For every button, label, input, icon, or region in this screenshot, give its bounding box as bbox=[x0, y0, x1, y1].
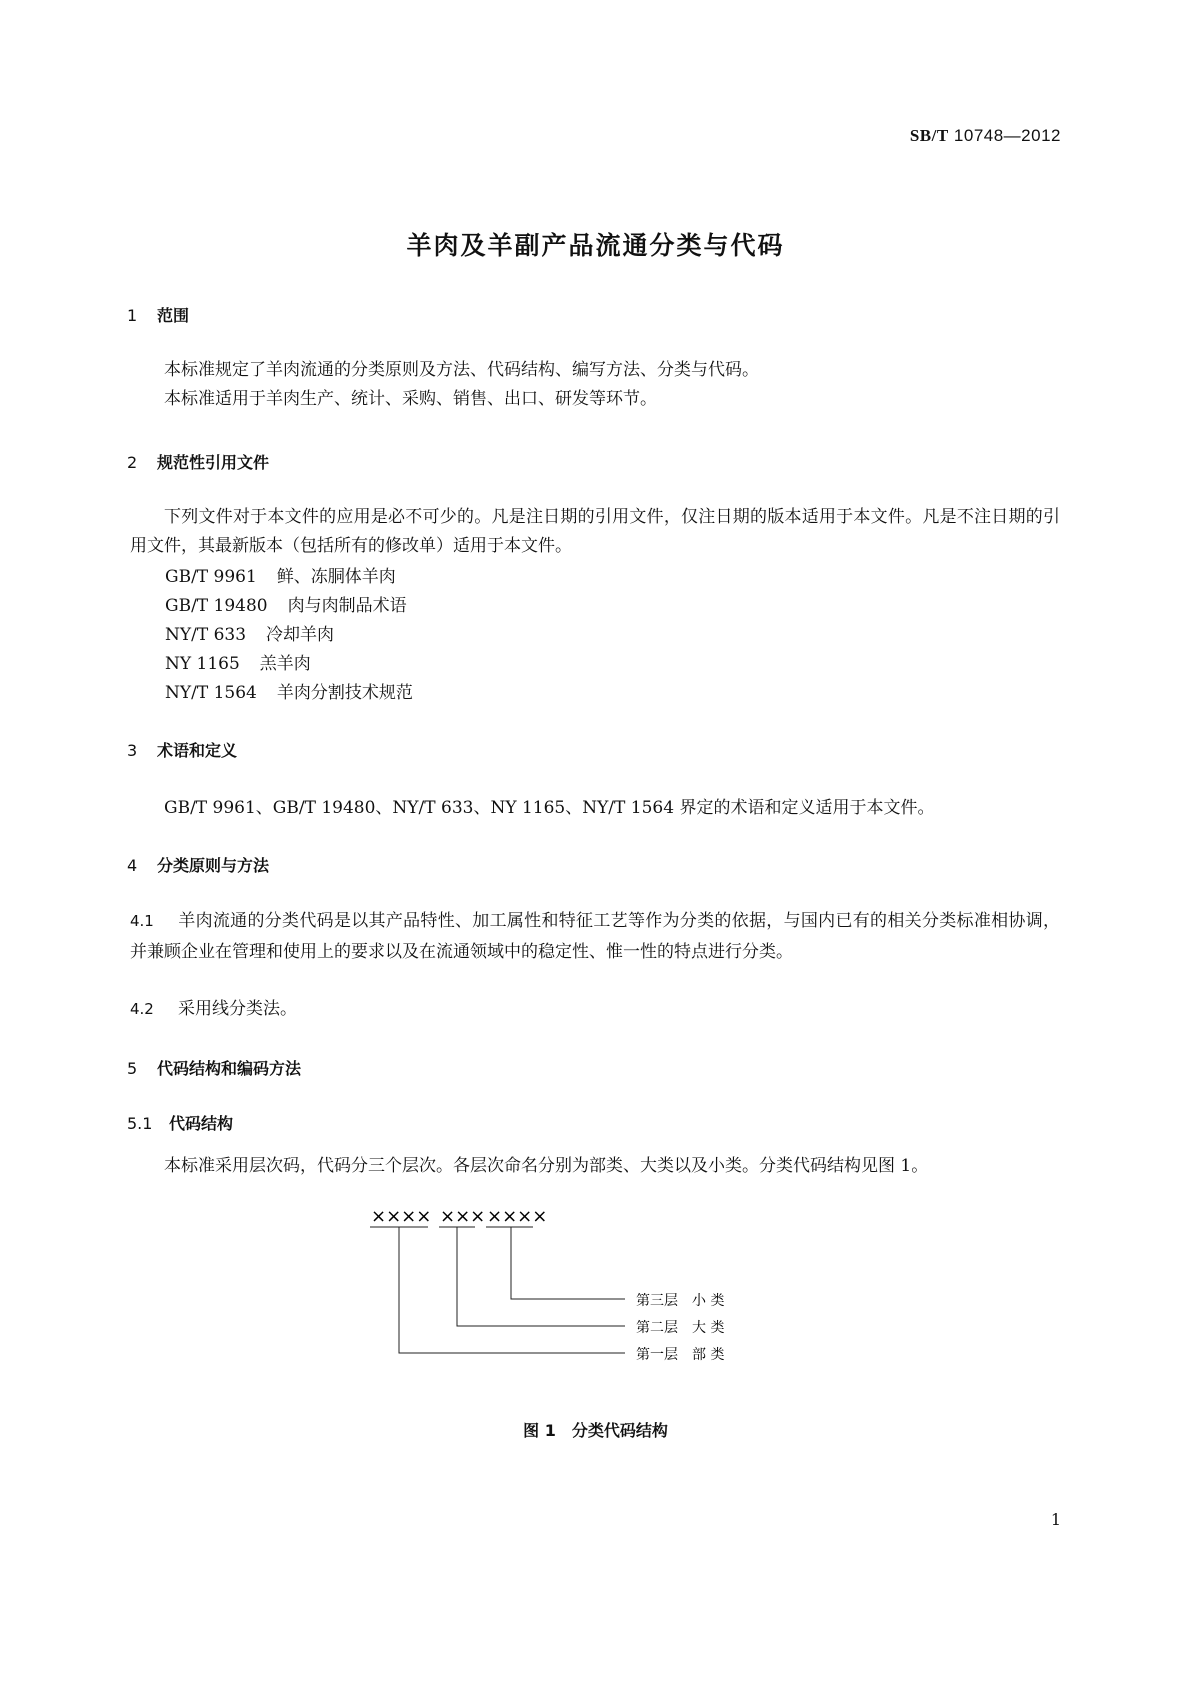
reference-item bbox=[165, 678, 413, 703]
reference-item bbox=[165, 591, 407, 616]
reference-title: 羊肉分割技术规范 bbox=[276, 683, 413, 703]
clause-number: 4.2 bbox=[130, 1000, 154, 1018]
code-segment-1: ×××× bbox=[371, 1206, 432, 1227]
section-5-1-paragraph: 本标准采用层次码，代码分三个层次。各层次命名分别为部类、大类以及小类。分类代码结构见图 1。 bbox=[164, 1156, 929, 1176]
section-title: 代码结构和编码方法 bbox=[157, 1059, 302, 1078]
section-number: 3 bbox=[127, 741, 138, 760]
code-segment-3: ×××× bbox=[487, 1206, 548, 1227]
subsection-title: 代码结构 bbox=[169, 1114, 234, 1133]
subsection-number: 5.1 bbox=[127, 1114, 153, 1133]
reference-title: 羔羊肉 bbox=[259, 654, 311, 674]
reference-title: 鲜、冻胴体羊肉 bbox=[276, 567, 396, 587]
standard-prefix: SB/T bbox=[909, 126, 949, 145]
level-2-label: 第二层 大 类 bbox=[636, 1320, 725, 1336]
level-1-connector bbox=[399, 1227, 625, 1353]
section-1-heading bbox=[127, 303, 189, 326]
section-title: 范围 bbox=[157, 306, 190, 325]
clause-text: 羊肉流通的分类代码是以其产品特性、加工属性和特征工艺等作为分类的依据，与国内已有的相关分类标准相协调，并兼顾企业在管理和使用上的要求以及在流通领域中的稳定性、惟一性的特点进行分类。 bbox=[130, 911, 1060, 962]
code-segment-2: ××× bbox=[440, 1206, 486, 1227]
section-title: 术语和定义 bbox=[157, 741, 238, 760]
section-4-heading bbox=[127, 853, 269, 876]
reference-code: NY/T 1564 bbox=[165, 683, 257, 703]
section-title: 规范性引用文件 bbox=[157, 453, 270, 472]
section-3-paragraph: GB/T 9961、GB/T 19480、NY/T 633、NY 1165、NY/T 1564 界定的术语和定义适用于本文件。 bbox=[164, 798, 935, 818]
standard-code bbox=[910, 126, 1061, 146]
subsection-5-1-heading bbox=[127, 1111, 233, 1134]
standard-number: 10748—2012 bbox=[953, 126, 1061, 145]
section-title: 分类原则与方法 bbox=[157, 856, 270, 875]
reference-item bbox=[165, 620, 334, 645]
section-1-paragraph-1: 本标准规定了羊肉流通的分类原则及方法、代码结构、编写方法、分类与代码。 bbox=[164, 360, 759, 380]
code-structure-diagram bbox=[0, 1195, 1191, 1375]
section-2-intro: 下列文件对于本文件的应用是必不可少的。凡是注日期的引用文件，仅注日期的版本适用于本文件。凡是不注日期的引用文件，其最新版本（包括所有的修改单）适用于本文件。 bbox=[130, 507, 1060, 556]
section-1-paragraph-2: 本标准适用于羊肉生产、统计、采购、销售、出口、研发等环节。 bbox=[164, 389, 657, 409]
section-5-heading bbox=[127, 1056, 301, 1079]
reference-title: 肉与肉制品术语 bbox=[287, 596, 407, 616]
figure-caption: 图 1 分类代码结构 bbox=[523, 1421, 668, 1440]
reference-item bbox=[165, 649, 311, 674]
section-3-heading bbox=[127, 738, 237, 761]
clause-number: 4.1 bbox=[130, 912, 154, 930]
section-2-heading bbox=[127, 450, 269, 473]
level-3-label: 第三层 小 类 bbox=[636, 1293, 725, 1309]
reference-code: NY/T 633 bbox=[165, 625, 247, 645]
reference-title: 冷却羊肉 bbox=[266, 625, 335, 645]
section-number: 4 bbox=[127, 856, 138, 875]
reference-code: NY 1165 bbox=[165, 654, 240, 674]
clause-4-2 bbox=[130, 994, 1060, 1025]
level-1-label: 第一层 部 类 bbox=[636, 1347, 725, 1363]
section-number: 1 bbox=[127, 306, 138, 325]
level-2-connector bbox=[457, 1227, 625, 1326]
reference-item bbox=[165, 562, 396, 587]
section-number: 2 bbox=[127, 453, 138, 472]
clause-text: 采用线分类法。 bbox=[178, 999, 297, 1019]
clause-4-1 bbox=[130, 906, 1060, 968]
document-title: 羊肉及羊副产品流通分类与代码 bbox=[406, 231, 785, 260]
section-number: 5 bbox=[127, 1059, 138, 1078]
reference-code: GB/T 19480 bbox=[165, 596, 268, 616]
reference-code: GB/T 9961 bbox=[165, 567, 257, 587]
page-number: 1 bbox=[1050, 1510, 1061, 1529]
level-3-connector bbox=[511, 1227, 625, 1299]
